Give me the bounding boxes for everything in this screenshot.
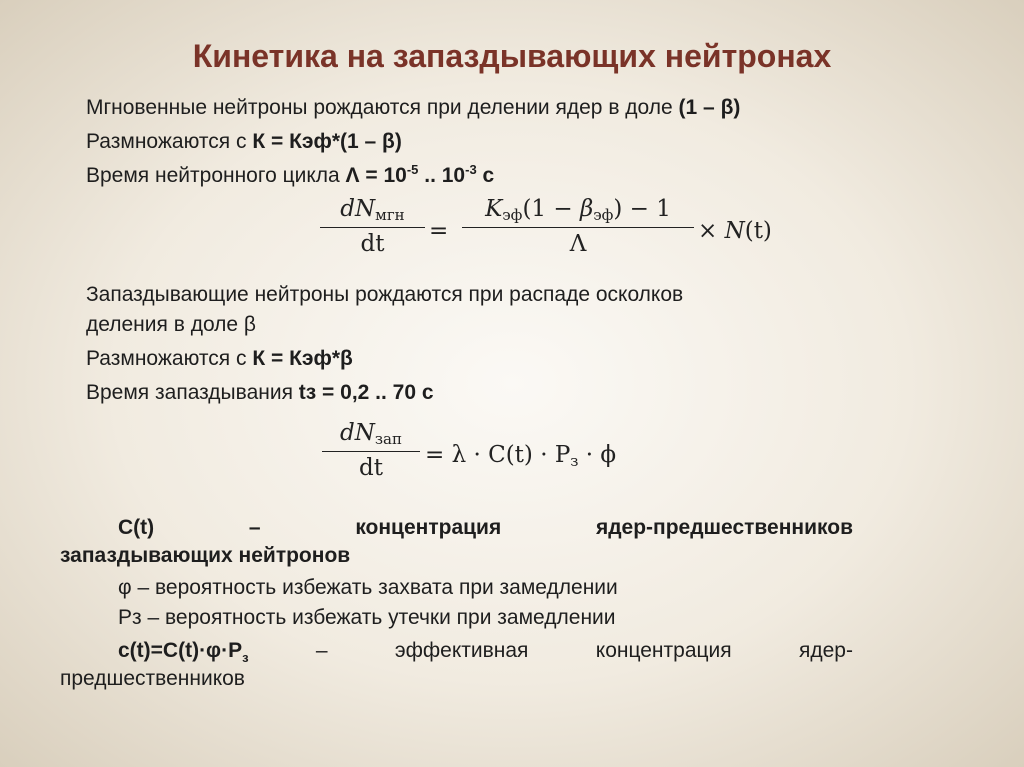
effective-concentration-definition: $c(t)=C(t)\cdot\varphi\cdot Р_з$ – эффективная концентрация ядер- [118,639,853,666]
slide-title: Кинетика на запаздывающих нейтронах [192,38,832,74]
prompt-multiplication-line: Размножаются с К = Кэф*(1 – β) [86,130,402,153]
prompt-k-formula: К = Кэф*(1 – β) [252,130,402,153]
rhs-fraction: $K_{эф}(1 - \beta_{эф}) - 1$ Λ [462,196,694,257]
delayed-birth-line-2: деления в доле β [86,313,257,336]
lhs-fraction: $dN_{мгн}$ dt [320,196,425,257]
pz-definition: Рз – вероятность избежать утечки при замедлении [118,606,616,629]
phi-definition: φ – вероятность избежать захвата при замедлении [118,576,618,599]
delayed-birth-line-1: Запаздывающие нейтроны рождаются при распаде осколков [86,283,684,306]
cycle-time-value: $\Lambda = 10^{-5}$ .. $10^{-3}$ с [345,162,495,187]
delayed-time-line: Время запаздывания tз = 0,2 .. 70 с [86,381,434,404]
prompt-cycle-time-line: Время нейтронного цикла $\Lambda = 10^{-5}$ .. $10^{-3}$ с [86,162,495,187]
prompt-kinetics-formula: $dN_{мгн}$ dt = $K_{эф}(1 - \beta_{эф}) - 1$ Λ × N(t) [320,196,800,270]
concentration-definition-line-2: запаздывающих нейтронов [60,544,351,567]
delayed-kinetics-formula: $dN_{зап}$ dt = $\lambda \cdot C(t) \cdot P_з \cdot \phi$ [322,420,682,494]
delayed-k-formula: К = Кэф*β [252,347,353,370]
delay-time-value: tз = 0,2 .. 70 с [298,381,434,404]
delayed-lhs-fraction: $dN_{зап}$ dt [322,420,420,481]
effective-concentration-line-2: предшественников [60,667,245,690]
prompt-fraction: (1 – β) [678,96,741,119]
delayed-multiplication-line: Размножаются с К = Кэф*β [86,347,353,370]
prompt-neutrons-line: Мгновенные нейтроны рождаются при делении ядер в доле (1 – β) [86,96,741,119]
concentration-definition: C(t) – концентрация ядер-предшественников [118,516,853,539]
